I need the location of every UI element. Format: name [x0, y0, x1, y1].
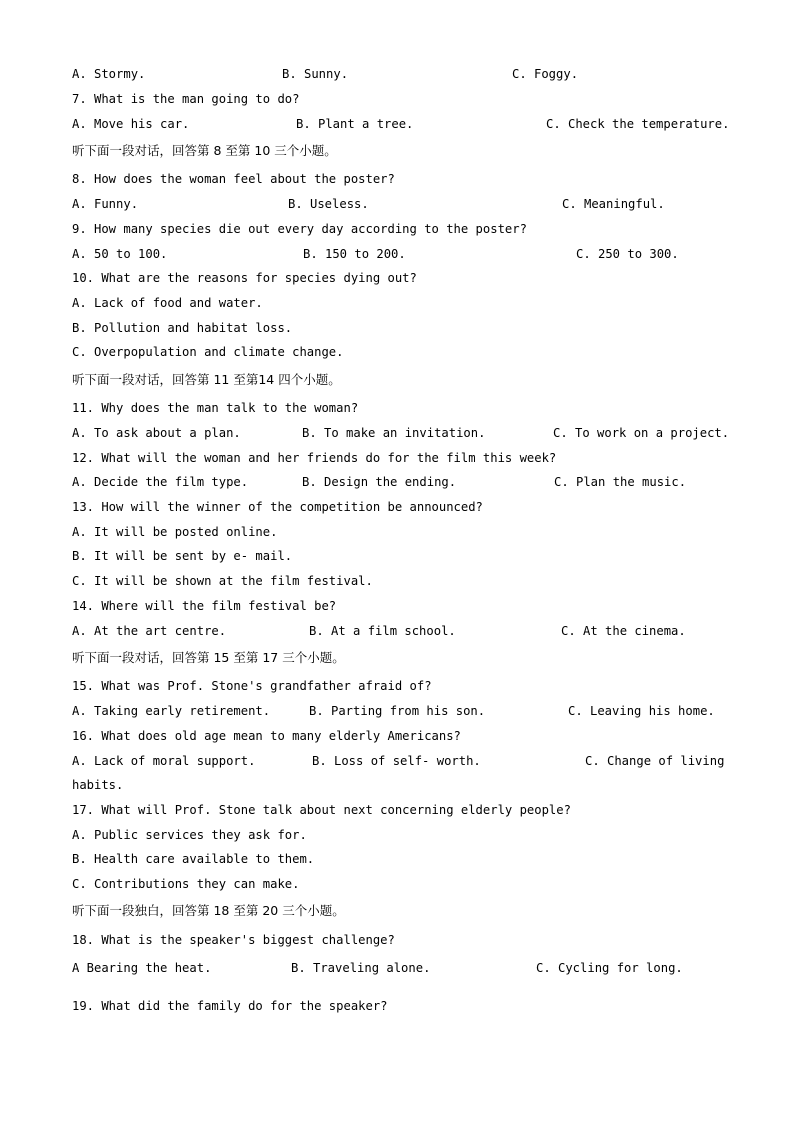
question-10: 10. What are the reasons for species dying out? [72, 271, 417, 285]
option-c: C. Contributions they can make. [72, 877, 300, 891]
section-heading: 听下面一段对话，回答第 11 至第14 四个小题。 [72, 372, 341, 387]
question-15: 15. What was Prof. Stone's grandfather afraid of? [72, 679, 432, 693]
option-a: A Bearing the heat. [72, 961, 212, 975]
question-17: 17. What will Prof. Stone talk about next concerning elderly people? [72, 803, 571, 817]
option-a: A. Lack of food and water. [72, 296, 263, 310]
section-heading: 听下面一段独白，回答第 18 至第 20 三个小题。 [72, 903, 345, 918]
option-c: C. Leaving his home. [568, 704, 715, 718]
option-b: B. Sunny. [282, 67, 349, 81]
option-b: B. At a film school. [309, 624, 456, 638]
option-c: C. Plan the music. [554, 475, 687, 489]
question-18: 18. What is the speaker's biggest challenge? [72, 933, 395, 947]
option-a: A. It will be posted online. [72, 525, 278, 539]
question-13: 13. How will the winner of the competition be announced? [72, 500, 483, 514]
option-b: B. Plant a tree. [296, 117, 414, 131]
option-b: B. 150 to 200. [303, 247, 406, 261]
option-a: A. To ask about a plan. [72, 426, 241, 440]
question-16: 16. What does old age mean to many elderly Americans? [72, 729, 461, 743]
option-a: A. Move his car. [72, 117, 190, 131]
section-heading: 听下面一段对话，回答第 15 至第 17 三个小题。 [72, 650, 345, 665]
option-b: B. Loss of self- worth. [312, 754, 481, 768]
option-c: C. To work on a project. [553, 426, 730, 440]
option-c: C. Foggy. [512, 67, 579, 81]
option-b: B. Design the ending. [302, 475, 457, 489]
question-8: 8. How does the woman feel about the poster? [72, 172, 395, 186]
option-c: C. It will be shown at the film festival. [72, 574, 373, 588]
option-c: C. 250 to 300. [576, 247, 679, 261]
option-a: A. Public services they ask for. [72, 828, 307, 842]
option-b: B. Health care available to them. [72, 852, 315, 866]
option-b: B. Useless. [288, 197, 369, 211]
option-a: A. Decide the film type. [72, 475, 249, 489]
option-b: B. Pollution and habitat loss. [72, 321, 293, 335]
option-a: A. Lack of moral support. [72, 754, 256, 768]
option-c: C. Meaningful. [562, 197, 665, 211]
option-b: B. It will be sent by e- mail. [72, 549, 293, 563]
option-c: C. Overpopulation and climate change. [72, 345, 344, 359]
section-heading: 听下面一段对话，回答第 8 至第 10 三个小题。 [72, 143, 337, 158]
option-a: A. Funny. [72, 197, 139, 211]
option-b: B. To make an invitation. [302, 426, 486, 440]
option-a: A. 50 to 100. [72, 247, 168, 261]
option-a: A. Stormy. [72, 67, 146, 81]
option-a: A. At the art centre. [72, 624, 227, 638]
question-11: 11. Why does the man talk to the woman? [72, 401, 359, 415]
question-9: 9. How many species die out every day according to the poster? [72, 222, 527, 236]
question-12: 12. What will the woman and her friends do for the film this week? [72, 451, 557, 465]
option-b: B. Parting from his son. [309, 704, 486, 718]
question-19: 19. What did the family do for the speaker? [72, 999, 388, 1013]
option-b: B. Traveling alone. [291, 961, 431, 975]
question-7: 7. What is the man going to do? [72, 92, 300, 106]
option-a: A. Taking early retirement. [72, 704, 271, 718]
option-c: C. At the cinema. [561, 624, 686, 638]
option-c: C. Change of living [585, 754, 725, 768]
option-c-continued: habits. [72, 778, 124, 792]
option-c: C. Cycling for long. [536, 961, 683, 975]
question-14: 14. Where will the film festival be? [72, 599, 337, 613]
option-c: C. Check the temperature. [546, 117, 730, 131]
